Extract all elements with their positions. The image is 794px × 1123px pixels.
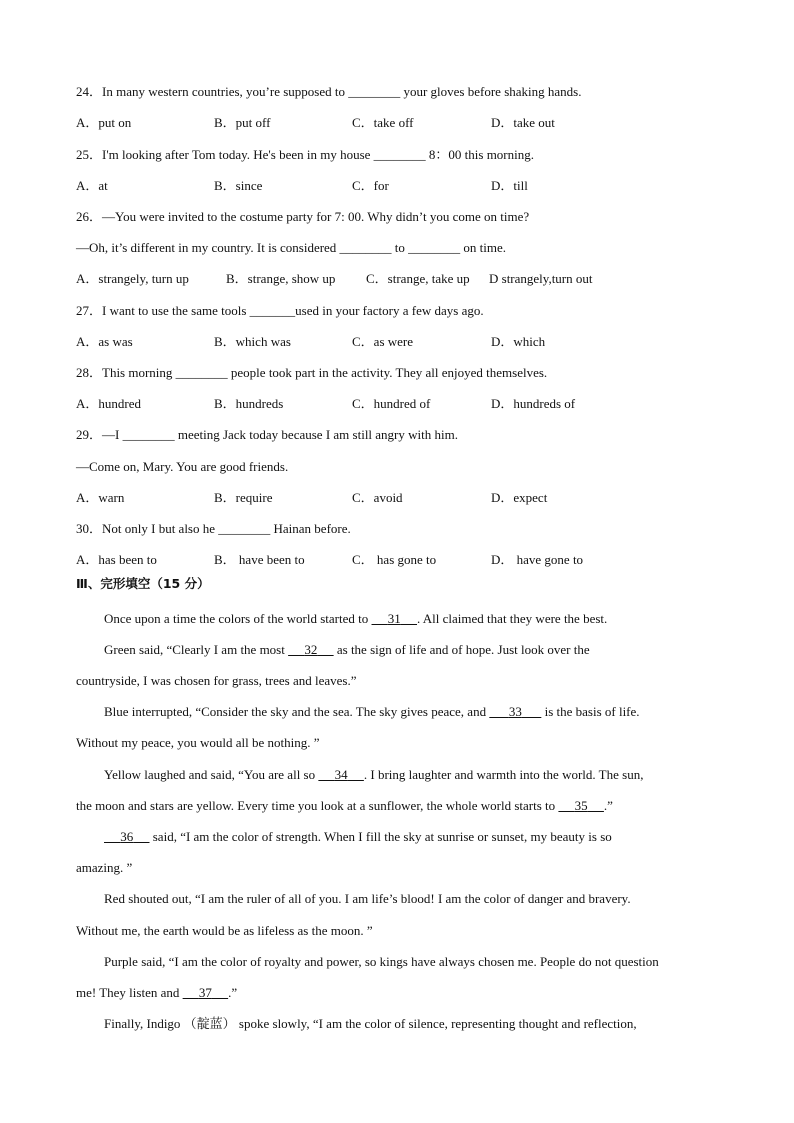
passage-paragraph-6-line-1: Red shouted out, “I am the ruler of all of you. I am life’s blood! I am the color of danger and bravery. (104, 891, 631, 906)
passage-paragraph-1: Once upon a time the colors of the world started to 31 . All claimed that they were the best. (104, 611, 608, 626)
question-25-option-d: D．till (491, 178, 528, 193)
passage-paragraph-5-line-1: 36 said, “I am the color of strength. When I fill the sky at sunrise or sunset, my beauty is so (104, 829, 612, 845)
question-28-option-d: D．hundreds of (491, 396, 576, 411)
question-26-option-d: D strangely,turn out (489, 271, 593, 286)
blank-33: 33 (508, 704, 522, 719)
question-29-option-a: A．warn (76, 490, 125, 505)
question-27-option-b: B．which was (214, 334, 291, 349)
question-29-option-b: B．require (214, 490, 273, 505)
passage-paragraph-3-line-2: Without my peace, you would all be nothing. ” (76, 735, 320, 750)
question-26-stem-reply: —Oh, it’s different in my country. It is considered ________ to ________ on time. (76, 240, 507, 255)
question-24-stem: 24．In many western countries, you’re supposed to ________ your gloves before shaking hands. (76, 84, 582, 99)
question-28-option-a: A．hundred (76, 396, 141, 411)
question-27-stem: 27．I want to use the same tools _______used in your factory a few days ago. (76, 303, 484, 318)
passage-paragraph-6-line-2: Without me, the earth would be as lifeless as the moon. ” (76, 923, 373, 938)
question-26-option-c: C．strange, take up (366, 271, 470, 286)
passage-paragraph-4-line-2: the moon and stars are yellow. Every time you look at a sunflower, the whole world starts to 35 .” (76, 798, 613, 813)
question-28-stem: 28．This morning ________ people took part in the activity. They all enjoyed themselves. (76, 365, 548, 380)
question-24-option-a: A．put on (76, 115, 132, 130)
question-25-option-a: A．at (76, 178, 108, 193)
question-24-option-d: D．take out (491, 115, 555, 130)
question-30-option-c: C． has gone to (352, 552, 437, 567)
question-29-option-c: C．avoid (352, 490, 403, 505)
blank-35: 35 (574, 798, 588, 813)
question-29-stem-reply: —Come on, Mary. You are good friends. (76, 459, 289, 474)
blank-32: 32 (304, 642, 318, 657)
blank-31: 31 (387, 611, 401, 626)
passage-paragraph-7-line-1: Purple said, “I am the color of royalty and power, so kings have always chosen me. People do not question (104, 954, 659, 969)
question-28-option-c: C．hundred of (352, 396, 431, 411)
question-30-option-a: A．has been to (76, 552, 157, 567)
question-27-option-c: C．as were (352, 334, 414, 349)
question-29-option-d: D．expect (491, 490, 548, 505)
section-3-title: Ⅲ、完形填空（15 分） (76, 576, 210, 591)
question-24-option-c: C．take off (352, 115, 414, 130)
question-24-option-b: B．put off (214, 115, 271, 130)
question-30-option-d: D． have gone to (491, 552, 584, 567)
question-28-option-b: B．hundreds (214, 396, 284, 411)
question-26-option-a: A．strangely, turn up (76, 271, 189, 286)
blank-34: 34 (334, 767, 348, 782)
question-30-option-b: B． have been to (214, 552, 305, 567)
question-26-stem: 26．—You were invited to the costume party for 7: 00. Why didn’t you come on time? (76, 209, 530, 224)
passage-paragraph-2-line-1: Green said, “Clearly I am the most 32 as the sign of life and of hope. Just look over the (104, 642, 590, 657)
question-25-option-b: B．since (214, 178, 263, 193)
question-25-stem: 25．I'm looking after Tom today. He's been in my house ________ 8：00 this morning. (76, 147, 535, 162)
blank-37: 37 (198, 985, 212, 1000)
question-30-stem: 30．Not only I but also he ________ Hainan before. (76, 521, 351, 536)
question-27-option-d: D．which (491, 334, 546, 349)
blank-36: 36 (120, 829, 134, 844)
question-26-option-b: B．strange, show up (226, 271, 336, 286)
question-25-option-c: C．for (352, 178, 389, 193)
question-27-option-a: A．as was (76, 334, 133, 349)
passage-paragraph-3-line-1: Blue interrupted, “Consider the sky and the sea. The sky gives peace, and 33 is the basis of life. (104, 704, 640, 719)
passage-paragraph-8: Finally, Indigo （靛蓝） spoke slowly, “I am the color of silence, representing thought and reflection, (104, 1016, 637, 1031)
passage-paragraph-7-line-2: me! They listen and 37 .” (76, 985, 238, 1000)
passage-paragraph-4-line-1: Yellow laughed and said, “You are all so 34 . I bring laughter and warmth into the world. The sun, (104, 767, 644, 782)
question-29-stem: 29．—I ________ meeting Jack today because I am still angry with him. (76, 427, 458, 442)
passage-paragraph-5-line-2: amazing. ” (76, 860, 133, 875)
passage-paragraph-2-line-2: countryside, I was chosen for grass, trees and leaves.” (76, 673, 357, 688)
